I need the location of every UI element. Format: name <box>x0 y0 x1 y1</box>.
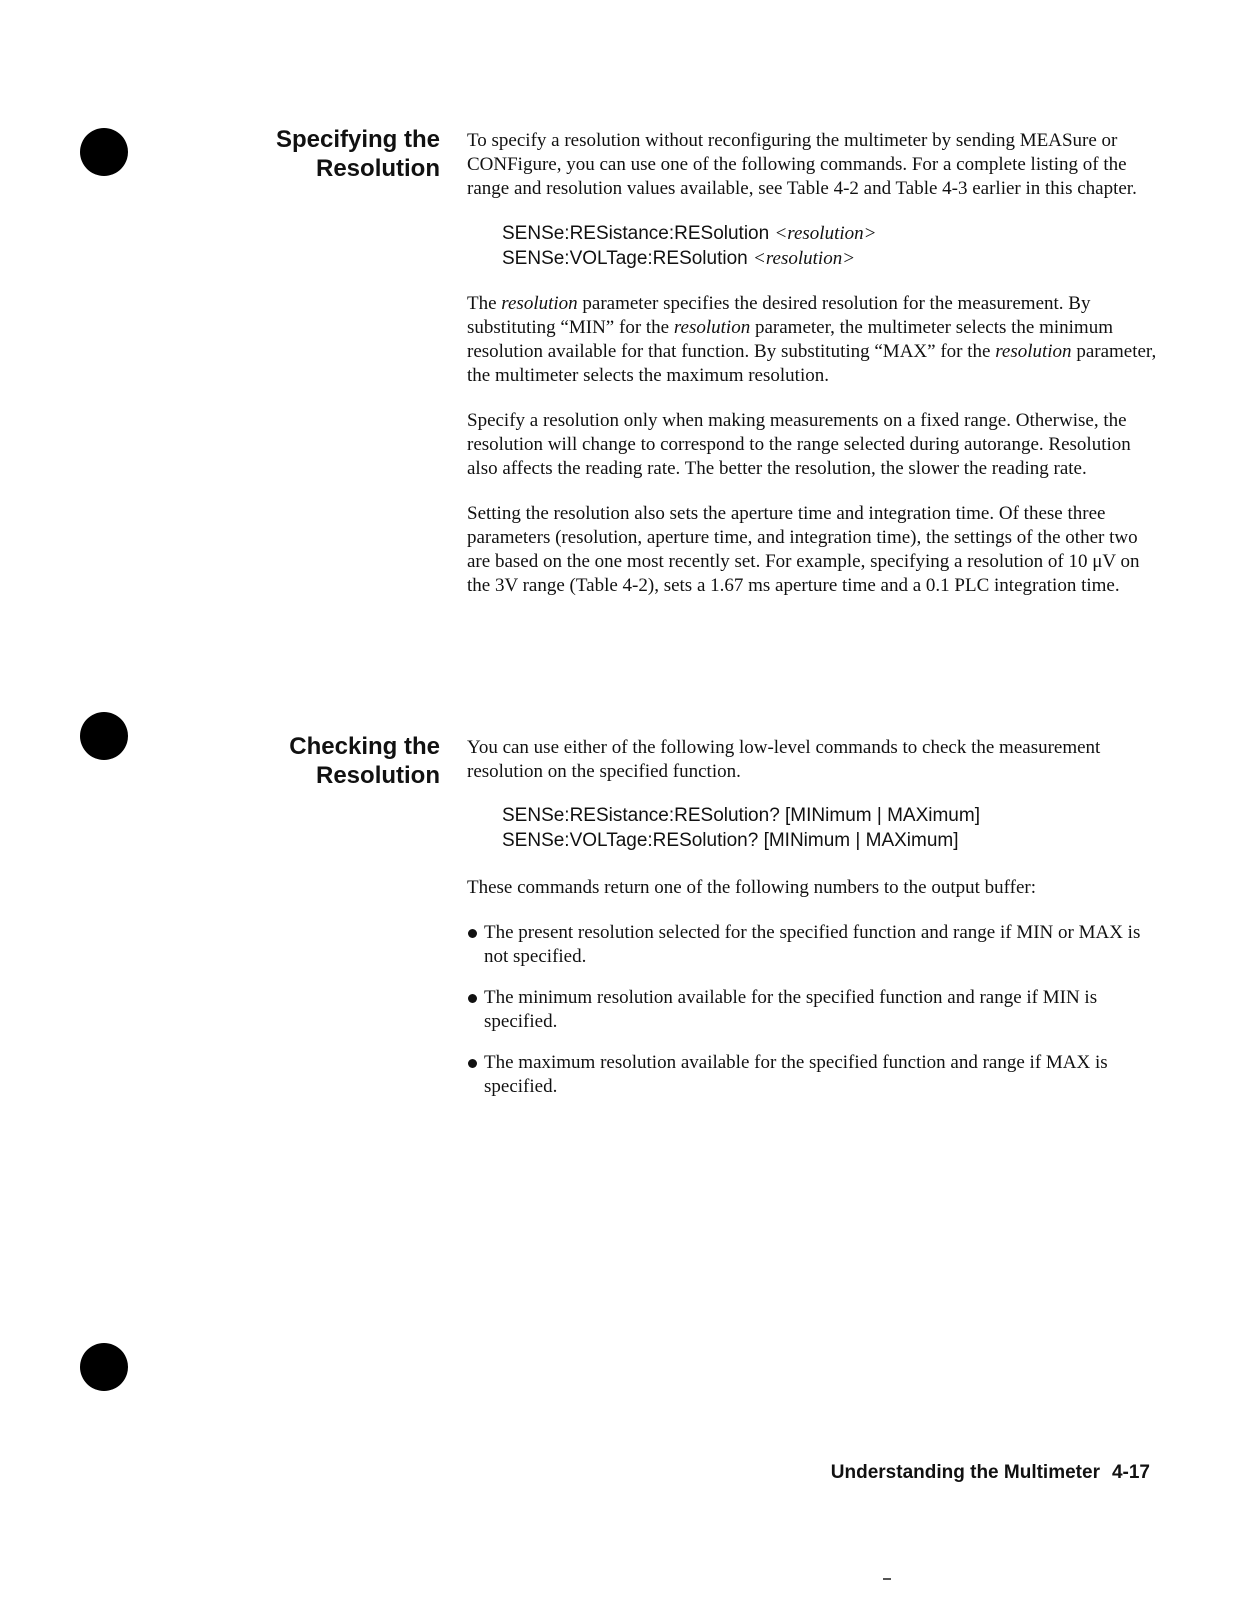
italic-term: resolution <box>501 293 578 314</box>
page-footer <box>831 1462 1150 1484</box>
fixed-range-paragraph: Specify a resolution only when making measurements on a fixed range. Otherwise, the resolution will change to correspond to the range selected during autorange. Resolution also affects the reading rate. The better the resolution, the slower the reading rate. <box>467 410 1131 479</box>
section-heading-line2: Resolution <box>316 762 440 789</box>
command-line <box>502 246 1157 271</box>
page-number: 4-17 <box>1111 1462 1150 1483</box>
list-item <box>467 1051 1157 1099</box>
command-parameter: <resolution> <box>753 248 856 269</box>
text-run: parameter, the multimeter selects the minimum resolution available for that function. By substituting “MAX” for the <box>467 317 1113 362</box>
section-heading-line2: Resolution <box>316 155 440 182</box>
command-list <box>502 221 1157 271</box>
italic-term: resolution <box>995 341 1072 362</box>
command-parameter: <resolution> <box>774 223 877 244</box>
bullet-icon <box>468 994 477 1003</box>
section-heading-checking-resolution <box>240 732 440 790</box>
text-run: parameter, the multimeter selects the maximum resolution. <box>467 341 1157 386</box>
intro-paragraph: You can use either of the following low-level commands to check the measurement resolution on the specified function. <box>467 737 1101 782</box>
scan-mark <box>883 1578 891 1580</box>
binder-hole-top <box>80 128 128 176</box>
binder-hole-bottom <box>80 1343 128 1391</box>
command-text: SENSe:VOLTage:RESolution <box>502 248 748 269</box>
list-item-text: The maximum resolution available for the specified function and range if MAX is specified. <box>484 1052 1108 1097</box>
query-command-line: SENSe:RESistance:RESolution? [MINimum | MAXimum] <box>502 805 980 826</box>
query-command-list <box>502 803 1157 853</box>
bullet-icon <box>468 1059 477 1068</box>
chapter-title: Understanding the Multimeter <box>830 1462 1100 1483</box>
intro-paragraph: To specify a resolution without reconfiguring the multimeter by sending MEASure or CONFigure, you can use one of the following commands. For a complete listing of the range and resolution values available, see Table 4-2 and Table 4-3 earlier in this chapter. <box>467 130 1137 199</box>
command-line <box>502 221 1157 246</box>
aperture-time-paragraph: Setting the resolution also sets the aperture time and integration time. Of these three parameters (resolution, aperture time, and integration time), the settings of the other two are based on the one most recently set. For example, specifying a resolution of 10 μV on the 3V range (Table 4-2), sets a 1.67 ms aperture time and a 0.1 PLC integration time. <box>467 503 1140 596</box>
return-values-paragraph: These commands return one of the following numbers to the output buffer: <box>467 877 1036 898</box>
return-values-list <box>467 921 1157 1099</box>
bullet-icon <box>468 929 477 938</box>
list-item-text: The present resolution selected for the specified function and range if MIN or MAX is not specified. <box>484 922 1141 967</box>
section-heading-line1: Checking the <box>289 733 440 760</box>
command-text: SENSe:RESistance:RESolution <box>502 223 770 244</box>
section-body-checking-resolution <box>467 736 1157 1116</box>
list-item <box>467 986 1157 1034</box>
binder-hole-middle <box>80 712 128 760</box>
text-run: parameter specifies the desired resolution for the measurement. By substituting “MIN” for the <box>467 293 1091 338</box>
italic-term: resolution <box>673 317 751 338</box>
list-item <box>467 921 1157 969</box>
list-item-text: The minimum resolution available for the specified function and range if MIN is specified. <box>484 987 1098 1032</box>
resolution-parameter-paragraph <box>467 292 1157 388</box>
section-body-specifying-resolution <box>467 129 1157 598</box>
query-command-line: SENSe:VOLTage:RESolution? [MINimum | MAXimum] <box>502 830 959 851</box>
section-heading-line1: Specifying the <box>275 126 440 153</box>
text-run: The <box>467 293 502 314</box>
section-heading-specifying-resolution <box>240 125 440 183</box>
